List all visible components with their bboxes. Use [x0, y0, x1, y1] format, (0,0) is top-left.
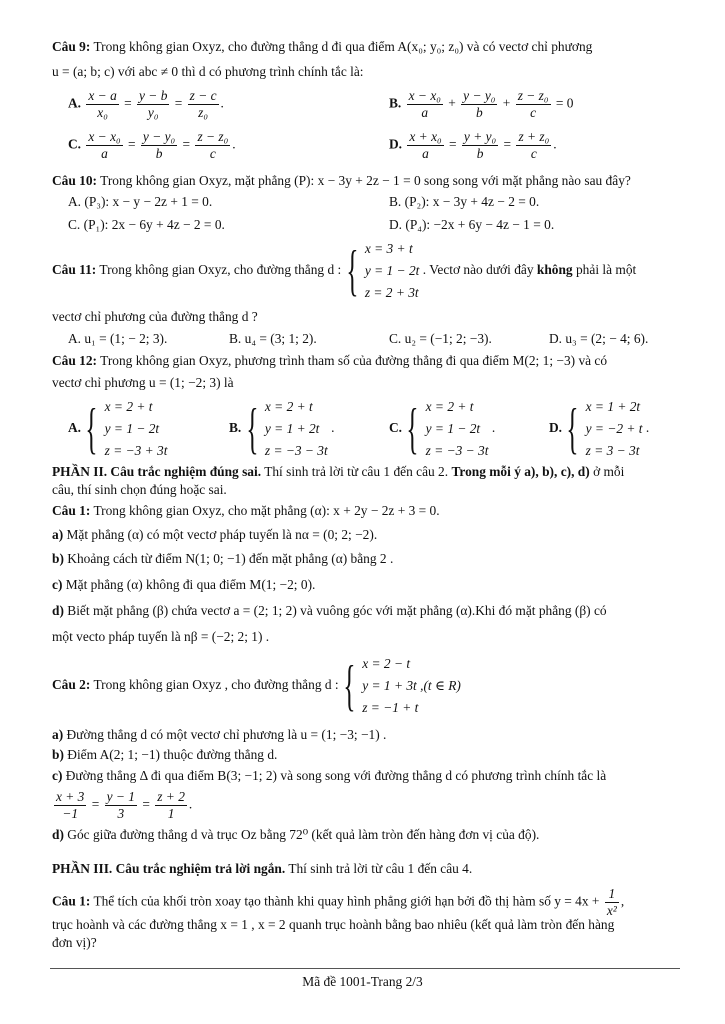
- p2q1-item-c: [52, 576, 315, 593]
- q10-option-b: B. (P₂): x − 3y + 4z − 2 = 0.: [389, 194, 540, 209]
- line-system: x = 3 + t y = 1 − 2t z = 2 + 3t: [364, 241, 420, 300]
- p2q2-line: [52, 653, 461, 719]
- q10-option-d: D. (P₄): −2x + 6y − 4z − 1 = 0.: [389, 217, 555, 232]
- system-brace: {: [246, 398, 259, 460]
- q9-option-d: D. $\frac{\text{x + x₀}}{a}$ = $\frac{\text{y + y₀}}{b}$ = $\frac{\text{z + z₀}}{c}$ .: [389, 129, 557, 161]
- q9-label: Câu 9:: [52, 39, 91, 54]
- q9-text: Trong không gian Oxyz, cho đường thẳng d đi qua điểm A(x₀; y₀; z₀) và có vectơ chỉ phương: [93, 39, 593, 54]
- item-text: Mặt phẳng (α) có một vectơ pháp tuyến là nα = (0; 2; −2).: [66, 527, 378, 542]
- fraction: $\frac{1}{\text{x²}}$: [606, 886, 617, 918]
- p3q1-text: Thể tích của khối tròn xoay tạo thành khi quay hình phẳng giới hạn bởi đồ thị hàm số y = 4x +: [93, 893, 600, 909]
- p2q2-item-b: [52, 746, 277, 763]
- item-label: a): [52, 727, 64, 742]
- line-system: x = 2 + t y = 1 + 2t z = −3 − 3t: [264, 399, 328, 458]
- q12-line: [52, 352, 607, 369]
- item-label: a): [52, 527, 64, 542]
- item-text: Điểm A(2; 1; −1) thuộc đường thẳng d.: [67, 747, 278, 762]
- part2-text: Thí sinh trả lời từ câu 1 đến câu 2.: [264, 464, 449, 479]
- system-brace: {: [406, 398, 419, 460]
- p2q1-item-a: [52, 526, 377, 543]
- option-label: B.: [389, 95, 402, 111]
- p2q1-item-b: [52, 550, 393, 567]
- fraction: $\frac{x - a}{\text{x₀}}$: [88, 88, 117, 120]
- fraction: $\frac{\text{z − z₀}}{c}$: [197, 129, 229, 161]
- p2q1-item-d: [52, 602, 607, 619]
- fraction: $\frac{\text{z − z₀}}{c}$: [517, 88, 549, 120]
- option-label: B.: [229, 420, 242, 436]
- part2-text2: ở mỗi: [593, 464, 625, 479]
- q10-label: Câu 10:: [52, 173, 98, 188]
- q11-emphasis: không: [536, 262, 573, 278]
- option-label: A.: [68, 420, 82, 436]
- q12-option-d: D. { x = 1 + 2t y = −2 + t z = 3 − 3t .: [549, 398, 650, 460]
- p2q2-text: Trong không gian Oxyz , cho đường thẳng d :: [93, 677, 339, 693]
- item-text: Đường thẳng Δ đi qua điểm B(3; −1; 2) và song song với đường thẳng d có phương trình chính tắc là: [65, 768, 607, 783]
- item-text: Đường thẳng d có một vectơ chỉ phương là u = (1; −3; −1) .: [66, 727, 387, 742]
- part3-heading: [52, 860, 472, 877]
- item-label: c): [52, 768, 63, 783]
- q9-line1: [52, 38, 592, 55]
- p2q1-text: Trong không gian Oxyz, cho mặt phẳng (α): x + 2y − 2z + 3 = 0.: [93, 503, 440, 518]
- item-text: Góc giữa đường thẳng d và trục Oz bằng 72⁰ (kết quả làm tròn đến hàng đơn vị của độ).: [67, 827, 540, 842]
- fraction: $\frac{z - c}{\text{z₀}}$: [189, 88, 217, 120]
- option-label: D.: [389, 136, 403, 152]
- q9-option-a: A. $\frac{x - a}{\text{x₀}}$ = $\frac{y - b}{\text{y₀}}$ = $\frac{z - c}{\text{z₀}}$ .: [68, 88, 224, 120]
- q12-label: Câu 12:: [52, 353, 98, 368]
- fraction: $\frac{\text{y + y₀}}{b}$: [463, 129, 497, 161]
- footer-divider: [50, 968, 680, 969]
- p3q1-line3: đơn vị)?: [52, 935, 97, 950]
- option-label: C.: [68, 136, 82, 152]
- item-label: d): [52, 603, 64, 618]
- part2-title: PHẦN II. Câu trắc nghiệm đúng sai.: [52, 464, 262, 479]
- fraction: $\frac{\text{x − x₀}}{a}$: [88, 129, 121, 161]
- item-text: Mặt phẳng (α) không đi qua điểm M(1; −2; 0).: [65, 577, 316, 592]
- q12-option-c: C. { x = 2 + t y = 1 − 2t z = −3 − 3t .: [389, 398, 496, 460]
- p2q1-line: [52, 502, 440, 519]
- option-label: A.: [68, 95, 82, 111]
- q11-line2: vectơ chỉ phương của đường thẳng d ?: [52, 309, 258, 324]
- p2q2-item-c-equation: $\frac{x + 3}{-1}$ = $\frac{y - 1}{3}$ = $\frac{z + 2}{1}$ .: [56, 789, 193, 821]
- q10-text: Trong không gian Oxyz, mặt phẳng (P): x − 3y + 2z − 1 = 0 song song với mặt phẳng nào sau đây?: [100, 173, 631, 188]
- option-label: D.: [549, 420, 563, 436]
- fraction: $\frac{\text{x − x₀}}{a}$: [408, 88, 441, 120]
- equation-tail: = 0: [555, 95, 574, 111]
- fraction: $\frac{\text{y − y₀}}{b}$: [463, 88, 496, 120]
- item-text: Khoảng cách từ điểm N(1; 0; −1) đến mặt phẳng (α) bằng 2 .: [67, 551, 394, 566]
- part2-emphasis: Trong mỗi ý a), b), c), d): [451, 464, 590, 479]
- fraction: $\frac{z + 2}{1}$: [157, 789, 185, 821]
- q11-option-c: C. u₂ = (−1; 2; −3).: [389, 331, 492, 346]
- q12-text: Trong không gian Oxyz, phương trình tham số của đường thẳng đi qua điểm M(2; 1; −3) và có: [100, 353, 608, 368]
- item-label: c): [52, 577, 63, 592]
- q12-option-b: B. { x = 2 + t y = 1 + 2t z = −3 − 3t .: [229, 398, 335, 460]
- part2-heading: [52, 463, 624, 480]
- item-text: Biết mặt phẳng (β) chứa vectơ a = (2; 1; 2) và vuông góc với mặt phẳng (α).Khi đó mặt phẳng (β) có: [67, 603, 607, 618]
- p2q2-item-d: [52, 826, 539, 843]
- line-system: x = 2 − t y = 1 + 3t ,(t ∈ R) z = −1 + t: [362, 656, 461, 715]
- p3q1-line2: trục hoành và các đường thẳng x = 1 , x = 2 quanh trục hoành bằng bao nhiêu (kết quả làm tròn đến hàng: [52, 917, 615, 932]
- fraction: $\frac{y - b}{\text{y₀}}$: [139, 88, 168, 120]
- q11-option-d: D. u₃ = (2; − 4; 6).: [549, 331, 649, 346]
- p3q1-label: Câu 1:: [52, 893, 91, 909]
- option-label: C.: [389, 420, 403, 436]
- q12-line2: vectơ chỉ phương u = (1; −2; 3) là: [52, 375, 234, 390]
- system-brace: {: [566, 398, 579, 460]
- q9-option-b: B. $\frac{\text{x − x₀}}{a}$ + $\frac{\text{y − y₀}}{b}$ + $\frac{\text{z − z₀}}{c}$ = 0: [389, 88, 574, 120]
- p2q2-label: Câu 2:: [52, 677, 91, 693]
- q11-text-after: . Vectơ nào dưới đây: [422, 262, 534, 278]
- q10-line: [52, 172, 631, 189]
- item-label: b): [52, 747, 64, 762]
- line-system: x = 2 + t y = 1 − 2t z = −3 + 3t: [104, 399, 168, 458]
- part2-line2: câu, thí sinh chọn đúng hoặc sai.: [52, 482, 227, 497]
- system-brace: {: [343, 655, 356, 717]
- q9-line2: u = (a; b; c) với abc ≠ 0 thì d có phương trình chính tắc là:: [52, 64, 364, 79]
- q11-option-a: A. u₁ = (1; − 2; 3).: [68, 331, 168, 346]
- page-footer: Mã đề 1001-Trang 2/3: [302, 974, 423, 989]
- line-system: x = 1 + 2t y = −2 + t z = 3 − 3t: [585, 399, 643, 458]
- q11-option-b: B. u₄ = (3; 1; 2).: [229, 331, 317, 346]
- fraction: $\frac{\text{z + z₀}}{c}$: [518, 129, 550, 161]
- fraction: $\frac{\text{x + x₀}}{a}$: [409, 129, 442, 161]
- fraction: $\frac{y - 1}{3}$: [106, 789, 135, 821]
- p2q2-item-a: [52, 726, 386, 743]
- system-brace: {: [85, 398, 98, 460]
- p2q1-item-d-line2: một vecto pháp tuyến là nβ = (−2; 2; 1) .: [52, 629, 270, 644]
- item-label: d): [52, 827, 64, 842]
- p3q1-line: Câu 1: Thể tích của khối tròn xoay tạo thành khi quay hình phẳng giới hạn bởi đồ thị hàm số y = 4x + $\frac{1}{\text{x²}}$ ,: [52, 886, 625, 918]
- part3-text: Thí sinh trả lời từ câu 1 đến câu 4.: [288, 861, 473, 876]
- q12-option-a: [68, 396, 167, 462]
- q10-option-c: C. (P₁): 2x − 6y + 4z − 2 = 0.: [68, 217, 225, 232]
- q11-label: Câu 11:: [52, 262, 97, 278]
- q10-option-a: A. (P₃): x − y − 2z + 1 = 0.: [68, 194, 213, 209]
- fraction: $\frac{x + 3}{-1}$: [56, 789, 85, 821]
- p2q1-label: Câu 1:: [52, 503, 91, 518]
- q11-text-end: phải là một: [575, 262, 637, 278]
- part3-title: PHẦN III. Câu trắc nghiệm trả lời ngắn.: [52, 861, 286, 876]
- fraction: $\frac{\text{y − y₀}}{b}$: [142, 129, 176, 161]
- q11-text: Trong không gian Oxyz, cho đường thẳng d :: [99, 262, 342, 278]
- line-system: x = 2 + t y = 1 − 2t z = −3 − 3t: [425, 399, 489, 458]
- p2q2-item-c: [52, 767, 606, 784]
- system-brace: {: [345, 240, 359, 302]
- q11-line: [52, 238, 636, 304]
- item-label: b): [52, 551, 64, 566]
- q9-option-c: C. $\frac{\text{x − x₀}}{a}$ = $\frac{\text{y − y₀}}{b}$ = $\frac{\text{z − z₀}}{c}$ .: [68, 129, 236, 161]
